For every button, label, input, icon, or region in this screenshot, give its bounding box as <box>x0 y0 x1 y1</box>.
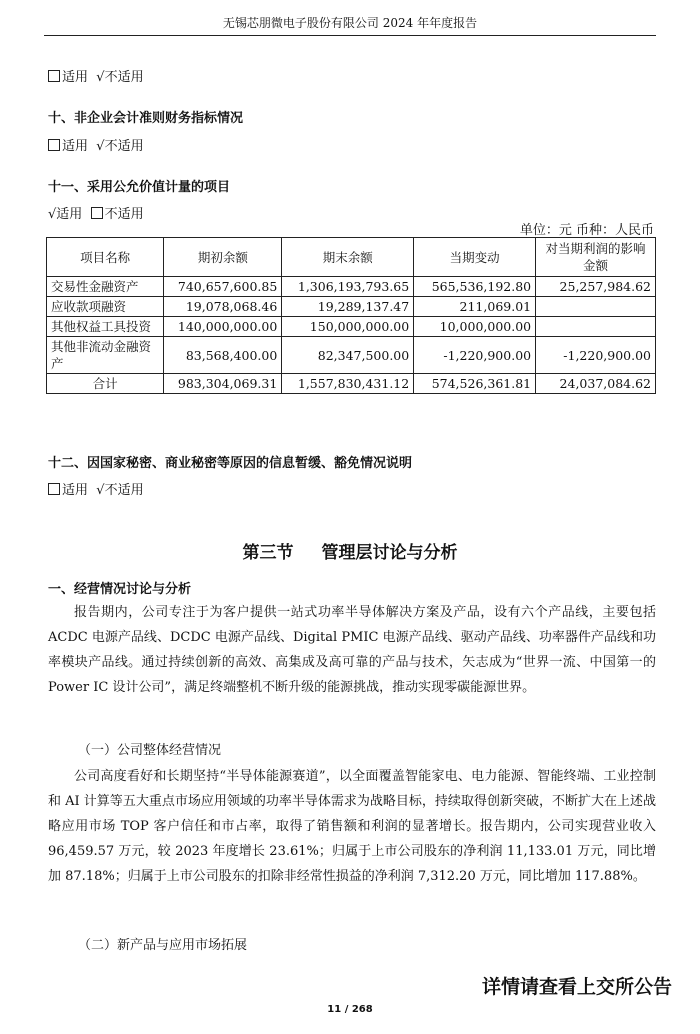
table-cell: -1,220,900.00 <box>536 337 656 374</box>
applicability-line: 适用 √不适用 <box>48 135 144 154</box>
exchange-notice: 详情请查看上交所公告 <box>481 976 672 998</box>
table-cell: 574,526,361.81 <box>414 374 536 394</box>
table-header: 期初余额 <box>164 238 282 277</box>
table-cell: 24,037,084.62 <box>536 374 656 394</box>
table-cell: 其他权益工具投资 <box>47 317 164 337</box>
paragraph: 公司高度看好和长期坚持“半导体能源赛道”，以全面覆盖智能家电、电力能源、智能终端、工业控制和 AI 计算等五大重点市场应用领域的功率半导体需求为战略目标，持续取得创新突破，不断扩大在上述战略应用市场 TOP 客户信任和市占率，取得了销售额和利润的显著增长。报告期内，公司实现营业收入 96,459.57 万元，较 2023 年度增长 23.61%；归属于上市公司股东的净利润 11,133.01 万元，同比增加 87.18%；归属于上市公司股东的扣除非经常性损益的净利润 7,312.20 万元，同比增加 117.88%。 <box>48 769 656 884</box>
table-header-row <box>47 238 656 277</box>
section-12-title: 十二、因国家秘密、商业秘密等原因的信息暂缓、豁免情况说明 <box>48 456 413 471</box>
checkbox-icon <box>91 207 103 219</box>
applicability-line: √适用 不适用 <box>48 207 144 222</box>
applicability-line: 适用 √不适用 <box>48 66 144 85</box>
table-cell: -1,220,900.00 <box>414 337 536 374</box>
table-cell: 19,078,068.46 <box>164 297 282 317</box>
table-cell <box>536 317 656 337</box>
table-cell: 83,568,400.00 <box>164 337 282 374</box>
table-row <box>47 277 656 297</box>
table-cell <box>536 297 656 317</box>
page-number: 11 / 268 <box>327 1004 373 1015</box>
table-cell: 1,557,830,431.12 <box>282 374 414 394</box>
table-cell: 交易性金融资产 <box>47 277 164 297</box>
section-11-title: 十一、采用公允价值计量的项目 <box>48 180 231 195</box>
chapter-number: 第三节 <box>242 543 294 563</box>
table-cell: 211,069.01 <box>414 297 536 317</box>
chapter-name: 管理层讨论与分析 <box>321 543 458 563</box>
fair-value-table <box>46 237 656 394</box>
unit-label: 单位：元 币种：人民币 <box>519 223 654 238</box>
table-row <box>47 297 656 317</box>
table-cell: 10,000,000.00 <box>414 317 536 337</box>
table-row <box>47 317 656 337</box>
subsection-title: （二）新产品与应用市场拓展 <box>78 938 248 953</box>
checkbox-icon <box>48 483 60 495</box>
table-header: 当期变动 <box>414 238 536 277</box>
table-cell: 140,000,000.00 <box>164 317 282 337</box>
table-cell: 19,289,137.47 <box>282 297 414 317</box>
chapter-title <box>0 538 700 563</box>
table-cell: 25,257,984.62 <box>536 277 656 297</box>
table-cell: 其他非流动金融资产 <box>47 337 164 374</box>
applicability-line: 适用 √不适用 <box>48 479 144 498</box>
table-total-row <box>47 374 656 394</box>
table-cell: 150,000,000.00 <box>282 317 414 337</box>
paragraph: 报告期内，公司专注于为客户提供一站式功率半导体解决方案及产品，设有六个产品线，主要包括 ACDC 电源产品线、DCDC 电源产品线、Digital PMIC 电源产品线、驱动产品线、功率器件产品线和功率模块产品线。通过持续创新的高效、高集成及高可靠的产品与技术，矢志成为“世界一流、中国第一的 Power IC 设计公司”，满足终端整机不断升级的能源挑战，推动实现零碳能源世界。 <box>48 605 656 695</box>
table-cell: 983,304,069.31 <box>164 374 282 394</box>
part-1-title: 一、经营情况讨论与分析 <box>48 582 192 597</box>
table-cell: 应收款项融资 <box>47 297 164 317</box>
table-cell: 82,347,500.00 <box>282 337 414 374</box>
table-header: 期末余额 <box>282 238 414 277</box>
checkbox-icon <box>48 139 60 151</box>
section-10-title: 十、非企业会计准则财务指标情况 <box>48 111 244 126</box>
subsection-title: （一）公司整体经营情况 <box>78 743 222 758</box>
table-row <box>47 337 656 374</box>
checkbox-icon <box>48 70 60 82</box>
table-cell: 565,536,192.80 <box>414 277 536 297</box>
table-cell: 1,306,193,793.65 <box>282 277 414 297</box>
page-header: 无锡芯朋微电子股份有限公司 2024 年年度报告 <box>44 14 656 36</box>
table-cell: 740,657,600.85 <box>164 277 282 297</box>
table-header: 对当期利润的影响金额 <box>536 238 656 277</box>
table-header: 项目名称 <box>47 238 164 277</box>
table-cell: 合计 <box>47 374 164 394</box>
